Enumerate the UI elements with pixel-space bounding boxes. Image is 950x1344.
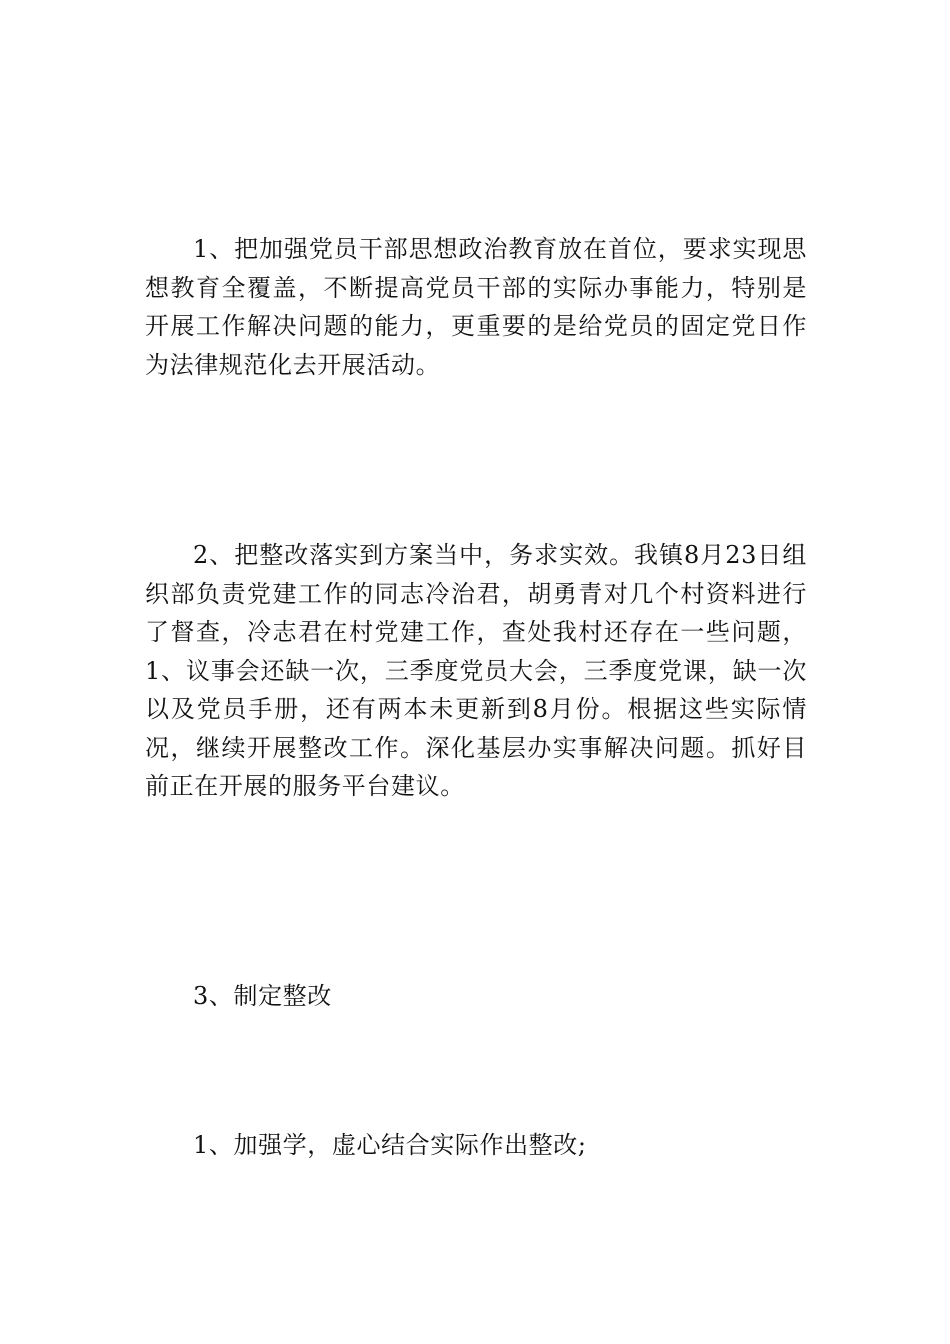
paragraph-4: 1、加强学，虚心结合实际作出整改; [193, 1131, 587, 1159]
paragraph-2: 2、把整改落实到方案当中，务求实效。我镇8月23日组织部负责党建工作的同志冷治君，胡勇青对几个村资料进行了督查，冷志君在村党建工作，查处我村还存在一些问题，1、议事会还缺一次，三季度党员大会，三季度党课，缺一次以及党员手册，还有两本未更新到8月份。根据这些实际情况，继续开展整改工作。深化基层办实事解决问题。抓好目前正在开展的服务平台建议。 [145, 541, 807, 800]
paragraph-3-heading: 3、制定整改 [193, 982, 332, 1010]
paragraph-1: 1、把加强党员干部思想政治教育放在首位，要求实现思想教育全覆盖，不断提高党员干部的实际办事能力，特别是开展工作解决问题的能力，更重要的是给党员的固定党日作为法律规范化去开展活动。 [145, 235, 807, 379]
